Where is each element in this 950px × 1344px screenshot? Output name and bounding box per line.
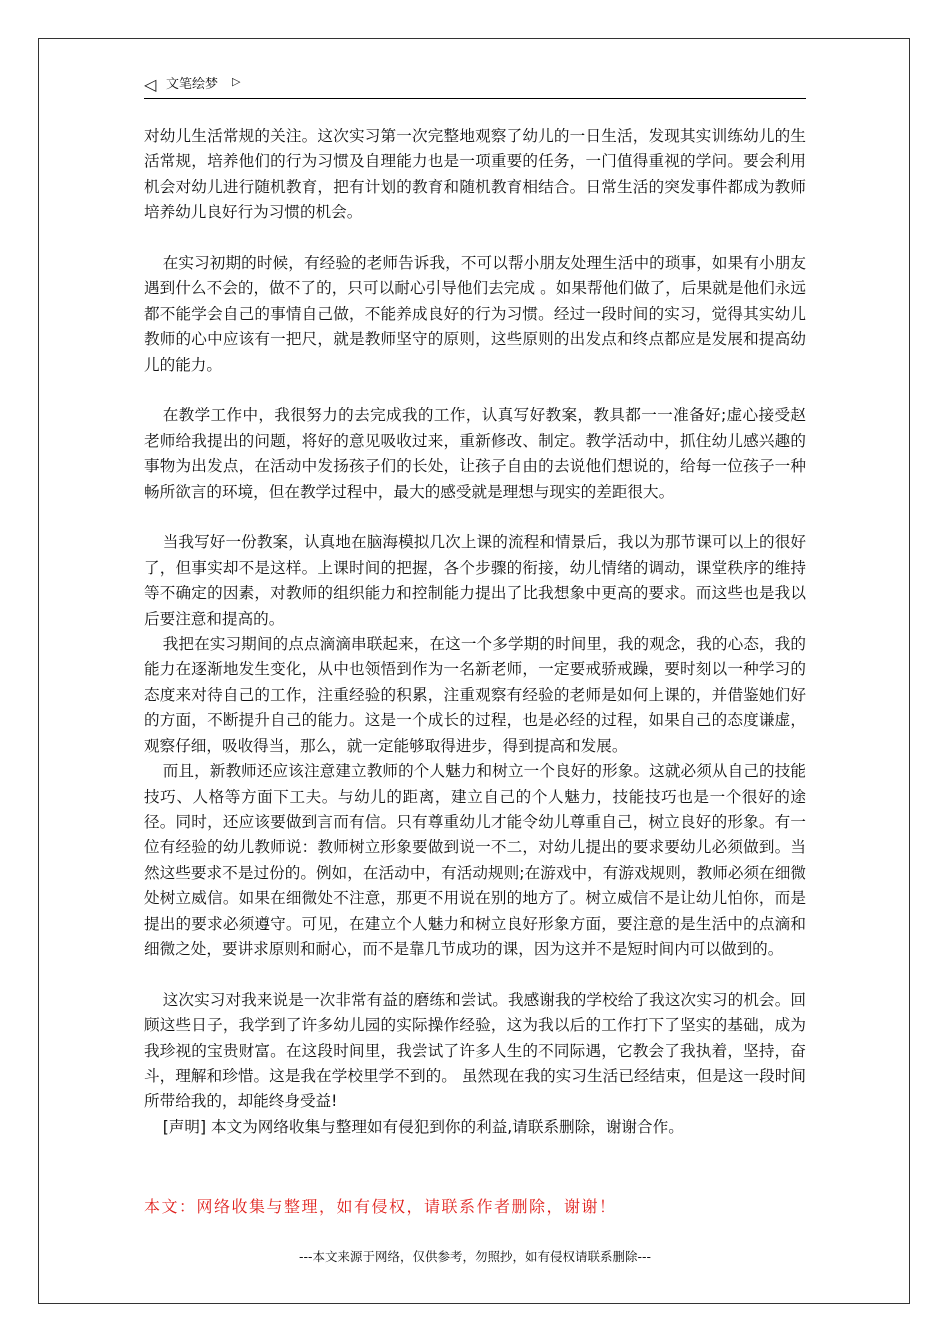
paragraph: 而且，新教师还应该注意建立教师的个人魅力和树立一个良好的形象。这就必须从自己的技能技巧、人格等方面下工夫。与幼儿的距离，建立自己的个人魅力，技能技巧也是一个很好的途径。同时，还应该要做到言而有信。只有尊重幼儿才能令幼儿尊重自己，树立良好的形象。有一位有经验的幼儿教师说：教师树立形象要做到说一不二，对幼儿提出的要求要幼儿必须做到。当然这些要求不是过份的。例如，在活动中，有活动规则;在游戏中，有游戏规则，教师必须在细微处树立威信。如果在细微处不注意，那更不用说在别的地方了。树立威信不是让幼儿怕你，而是提出的要求必须遵守。可见，在建立个人魅力和树立良好形象方面，要注意的是生活中的点滴和细微之处，要讲求原则和耐心，而不是靠几节成功的课，因为这并不是短时间内可以做到的。: [144, 762, 806, 958]
triangle-left-icon: ◁: [144, 75, 157, 94]
disclaimer: [声明] 本文为网络收集与整理如有侵犯到你的利益,请联系删除，谢谢合作。: [162, 1117, 684, 1136]
paragraph: 对幼儿生活常规的关注。这次实习第一次完整地观察了幼儿的一日生活，发现其实训练幼儿的生活常规，培养他们的行为习惯及自理能力也是一项重要的任务，一门值得重视的学问。要会利用机会对幼儿进行随机教育，把有计划的教育和随机教育相结合。日常生活的突发事件都成为教师培养幼儿良好行为习惯的机会。: [144, 127, 806, 222]
header-title: 文笔绘梦: [166, 77, 219, 92]
document-body: [144, 124, 806, 1140]
paragraph: 在实习初期的时候，有经验的老师告诉我，不可以帮小朋友处理生活中的琐事，如果有小朋友遇到什么不会的，做不了的，只可以耐心引导他们去完成 。如果帮他们做了，后果就是他们永远都不能学会自己的事情自己做，不能养成良好的行为习惯。经过一段时间的实习，觉得其实幼儿教师的心中应该有一把尺，就是教师坚守的原则，这些原则的出发点和终点都应是发展和提高幼儿的能力。: [144, 254, 806, 374]
triangle-right-icon: ▷: [232, 75, 241, 88]
paragraph: 当我写好一份教案，认真地在脑海模拟几次上课的流程和情景后，我以为那节课可以上的很好了，但事实却不是这样。上课时间的把握，各个步骤的衔接，幼儿情绪的调动，课堂秩序的维持等不确定的因素，对教师的组织能力和控制能力提出了比我想象中更高的要求。而这些也是我以后要注意和提高的。: [144, 533, 806, 628]
page-header: [144, 74, 806, 99]
page-footer: ---本文来源于网络，仅供参考，勿照抄，如有侵权请联系删除---: [298, 1249, 652, 1264]
paragraph: 在教学工作中，我很努力的去完成我的工作，认真写好教案，教具都一一准备好;虚心接受赵老师给我提出的问题，将好的意见吸收过来，重新修改、制定。教学活动中，抓住幼儿感兴趣的事物为出发点，在活动中发扬孩子们的长处，让孩子自由的去说他们想说的，给每一位孩子一种畅所欲言的环境，但在教学过程中，最大的感受就是理想与现实的差距很大。: [144, 406, 806, 501]
paragraph: 我把在实习期间的点点滴滴串联起来，在这一个多学期的时间里，我的观念，我的心态，我的能力在逐渐地发生变化，从中也领悟到作为一名新老师，一定要戒骄戒躁，要时刻以一种学习的态度来对待自己的工作，注重经验的积累，注重观察有经验的老师是如何上课的，并借鉴她们好的方面，不断提升自己的能力。这是一个成长的过程，也是必经的过程，如果自己的态度谦虚，观察仔细，吸收得当，那么，就一定能够取得进步，得到提高和发展。: [144, 635, 806, 755]
paragraph: 这次实习对我来说是一次非常有益的磨练和尝试。我感谢我的学校给了我这次实习的机会。回顾这些日子，我学到了许多幼儿园的实际操作经验，这为我以后的工作打下了坚实的基础，成为我珍视的宝贵财富。在这段时间里，我尝试了许多人生的不同际遇，它教会了我执着，坚持，奋斗，理解和珍惜。这是我在学校里学不到的。 虽然现在我的实习生活已经结束，但是这一段时间所带给我的，却能终身受益!: [144, 990, 806, 1111]
copyright-notice: 本文：网络收集与整理，如有侵权，请联系作者删除，谢谢！: [144, 1197, 617, 1216]
